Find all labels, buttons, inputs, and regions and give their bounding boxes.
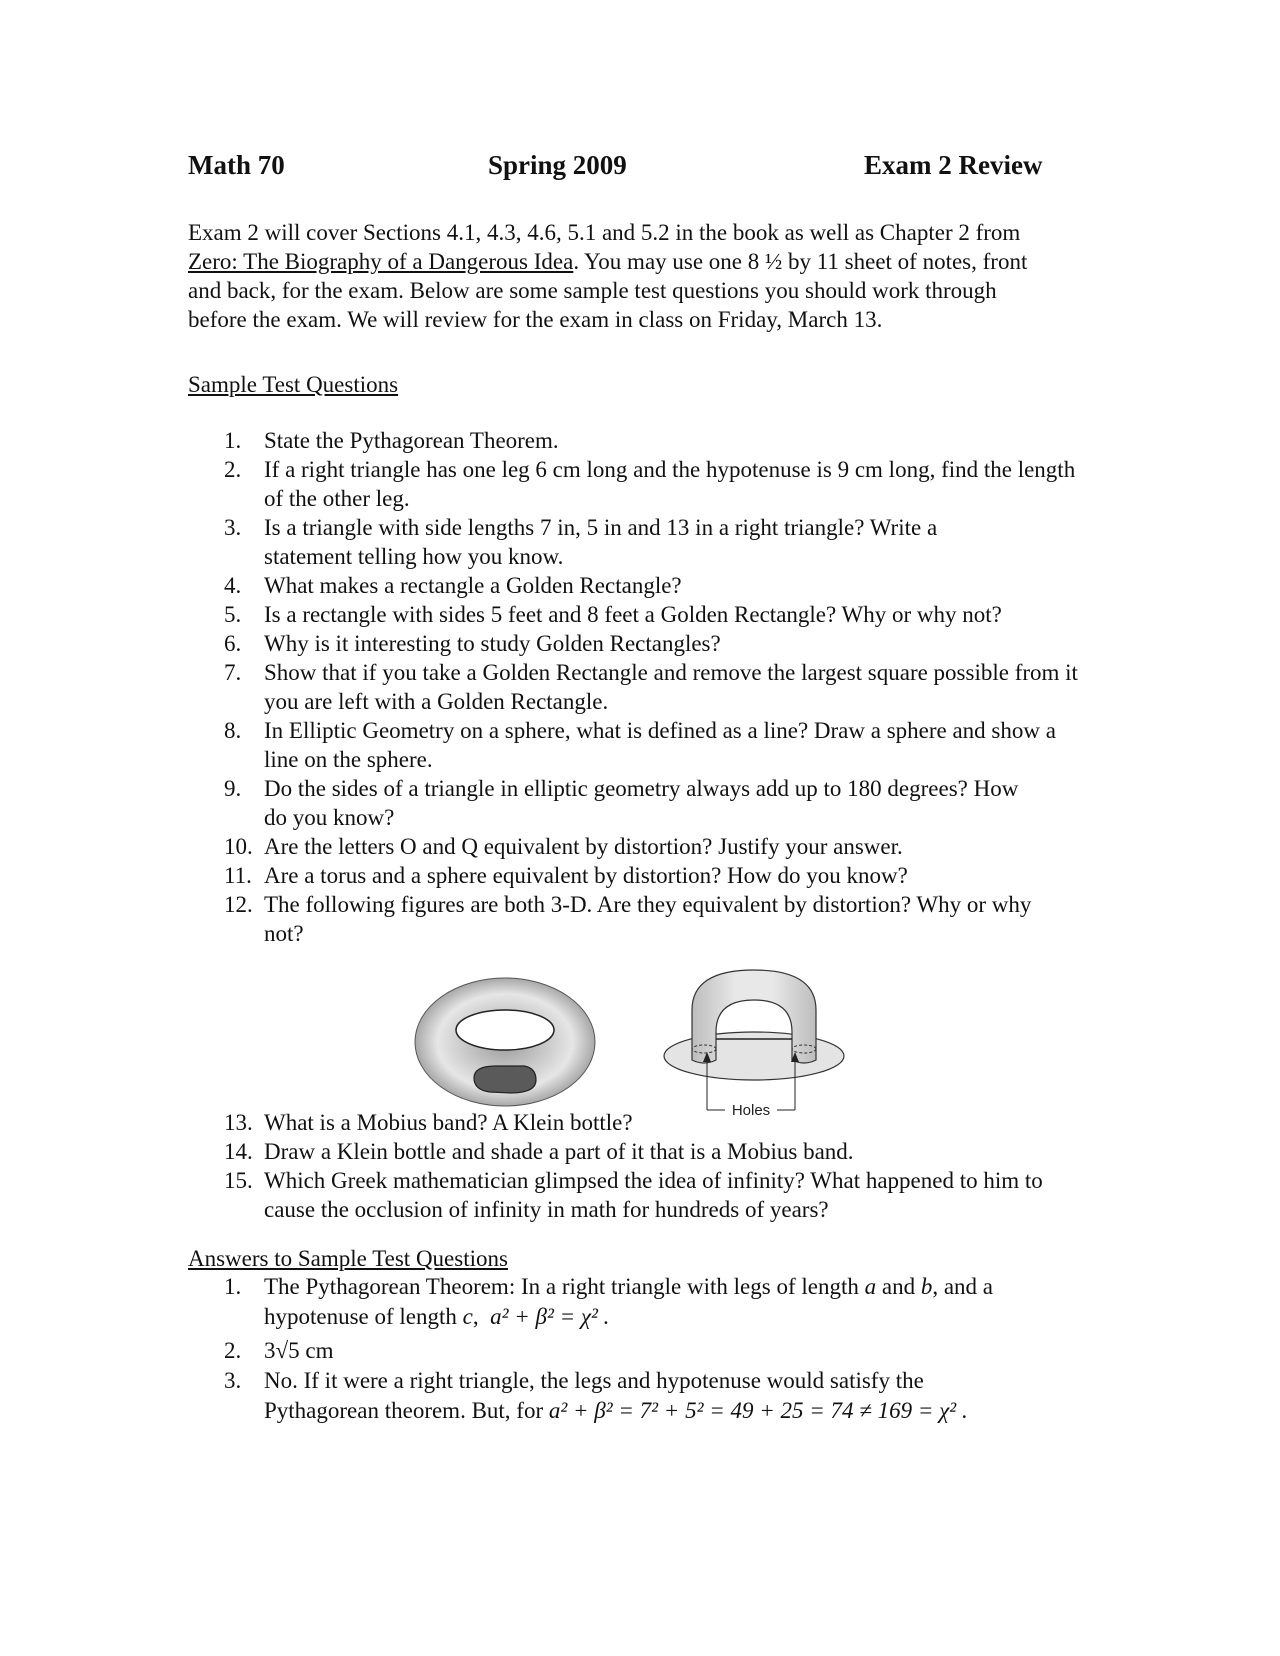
- document-title: Exam 2 Review: [864, 150, 1043, 180]
- question-item: 5. Is a rectangle with sides 5 feet and 8 feet a Golden Rectangle? Why or why not?: [224, 602, 1002, 627]
- question-item: 6. Why is it interesting to study Golden Rectangles?: [224, 631, 721, 656]
- question-item: 12. The following figures are both 3-D. Are they equivalent by distortion? Why or why not?: [224, 892, 1032, 946]
- question-item: 13. What is a Mobius band? A Klein bottle?: [224, 1110, 633, 1135]
- question-item: 14. Draw a Klein bottle and shade a part of it that is a Mobius band.: [224, 1139, 854, 1164]
- question-item: 2. If a right triangle has one leg 6 cm long and the hypotenuse is 9 cm long, find the length of the other leg.: [224, 457, 1076, 511]
- pythagorean-check-formula: a² + β² = 7² + 5² = 49 + 25 = 74 ≠ 169 = χ² .: [548, 1398, 968, 1423]
- answer-list: [188, 1272, 1088, 1426]
- sample-questions-heading: Sample Test Questions: [188, 372, 399, 397]
- question-item: 9. Do the sides of a triangle in elliptic geometry always add up to 180 degrees? How do you know?: [224, 776, 1019, 830]
- answer-item: 2. 3√5 cm: [224, 1338, 334, 1363]
- torus-and-handle-figure: [410, 960, 890, 1130]
- question-item: 4. What makes a rectangle a Golden Rectangle?: [224, 573, 682, 598]
- question-list: [188, 426, 1088, 948]
- question-item: 3. Is a triangle with side lengths 7 in, 5 in and 13 in a right triangle? Write a statement telling how you know.: [224, 515, 938, 569]
- intro-paragraph: [188, 218, 1058, 334]
- question-item: 11. Are a torus and a sphere equivalent by distortion? How do you know?: [224, 863, 908, 888]
- course-name: Math 70: [188, 150, 285, 180]
- term: Spring 2009: [488, 150, 627, 180]
- torus-icon: [415, 978, 595, 1106]
- answers-heading: Answers to Sample Test Questions: [188, 1246, 508, 1271]
- document-header: [188, 150, 1058, 186]
- question-list-continued: [188, 1108, 1088, 1224]
- topology-figures: [410, 960, 890, 1130]
- holes-label: Holes: [731, 1102, 771, 1119]
- question-item: 15. Which Greek mathematician glimpsed the idea of infinity? What happened to him to cause the occlusion of infinity in math for hundreds of years?: [224, 1168, 1043, 1222]
- question-item: 7. Show that if you take a Golden Rectangle and remove the largest square possible from it you are left with a Golden Rectangle.: [224, 660, 1078, 714]
- question-item: 8. In Elliptic Geometry on a sphere, what is defined as a line? Draw a sphere and show a line on the sphere.: [224, 718, 1056, 772]
- answer-item: 3. No. If it were a right triangle, the legs and hypotenuse would satisfy the Pythagorean theorem. But, for a² + β² = 7² + 5² = 49 + 25 = 74 ≠ 169 = χ² .: [224, 1368, 968, 1423]
- answer-item: 1. The Pythagorean Theorem: In a right triangle with legs of length a and b, and a hypotenuse of length c, a² + β² = χ² .: [224, 1274, 993, 1329]
- intro-text-1: Exam 2 will cover Sections 4.1, 4.3, 4.6, 5.1 and 5.2 in the book as well as Chapter 2 from: [188, 220, 1021, 245]
- question-item: 1. State the Pythagorean Theorem.: [224, 428, 559, 453]
- question-item: 10. Are the letters O and Q equivalent by distortion? Justify your answer.: [224, 834, 903, 859]
- pythagorean-formula: a² + β² = χ² .: [490, 1304, 610, 1329]
- book-title: Zero: The Biography of a Dangerous Idea: [188, 249, 574, 274]
- handle-on-disc-icon: [664, 970, 844, 1119]
- intro-text-2: . You may use one 8 ½ by 11 sheet of notes, front and back, for the exam. Below are some sample test questions you should work through before the exam. We will review for the exam in class on Friday, March 13.: [188, 249, 1028, 332]
